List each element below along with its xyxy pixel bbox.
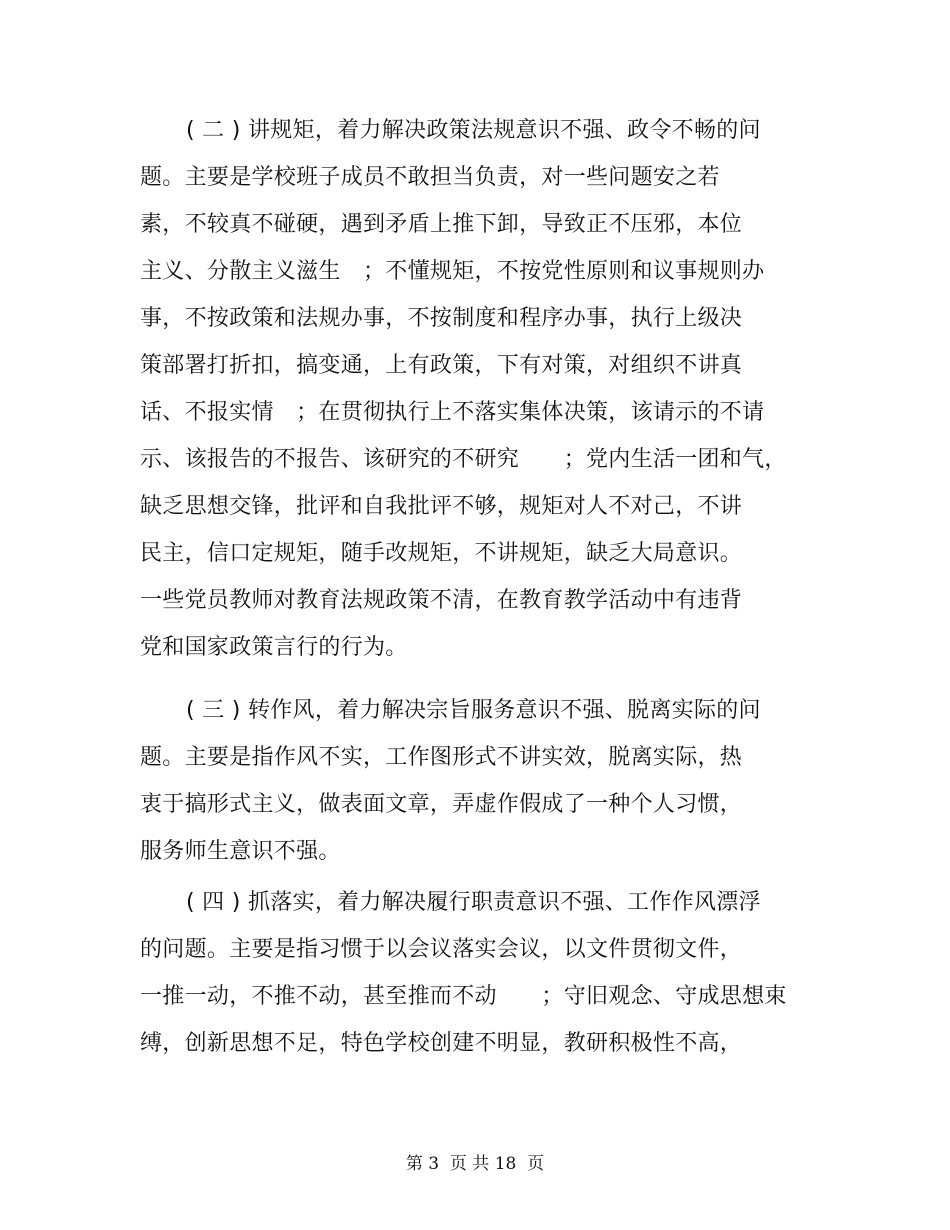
- paragraph-line: ( 二 ) 讲规矩，着力解决政策法规意识不强、政令不畅的问: [186, 118, 761, 143]
- paragraph-line: ( 三 ) 转作风，着力解决宗旨服务意识不强、脱离实际的问: [186, 698, 761, 723]
- paragraph-line: 一推一动，不推不动，甚至推而不动 ；守旧观念、守成思想束: [140, 984, 787, 1009]
- paragraph-line: 题。主要是指作风不实，工作图形式不讲实效，脱离实际，热: [140, 745, 743, 770]
- paragraph-line: 话、不报实情 ；在贯彻执行上不落实集体决策，该请示的不请: [140, 400, 765, 425]
- paragraph-line: 党和国家政策言行的行为。: [140, 635, 408, 660]
- paragraph-line: 缺乏思想交锋，批评和自我批评不够，规矩对人不对己，不讲: [140, 494, 743, 519]
- paragraph-line: 主义、分散主义滋生 ；不懂规矩，不按党性原则和议事规则办: [140, 259, 765, 284]
- paragraph-line: 素，不较真不碰硬，遇到矛盾上推下卸，导致正不压邪，本位: [140, 212, 743, 237]
- paragraph-line: 的问题。主要是指习惯于以会议落实会议，以文件贯彻文件，: [140, 937, 743, 962]
- paragraph-line: ( 四 ) 抓落实，着力解决履行职责意识不强、工作作风漂浮: [186, 890, 761, 915]
- paragraph-line: 缚，创新思想不足，特色学校创建不明显，教研积极性不高，: [140, 1031, 743, 1056]
- paragraph-line: 题。主要是学校班子成员不敢担当负责，对一些问题安之若: [140, 165, 720, 190]
- page-number-footer: 第 3 页 共 18 页: [405, 1154, 545, 1174]
- paragraph-line: 民主，信口定规矩，随手改规矩，不讲规矩，缺乏大局意识。: [140, 541, 743, 566]
- paragraph-line: 一些党员教师对教育法规政策不清，在教育教学活动中有违背: [140, 588, 743, 613]
- paragraph-line: 策部署打折扣，搞变通，上有政策，下有对策，对组织不讲真: [140, 353, 743, 378]
- paragraph-line: 衷于搞形式主义，做表面文章，弄虚作假成了一种个人习惯，: [140, 792, 743, 817]
- paragraph-line: 示、该报告的不报告、该研究的不研究 ；党内生活一团和气，: [140, 447, 787, 472]
- paragraph-line: 服务师生意识不强。: [140, 839, 341, 864]
- paragraph-line: 事，不按政策和法规办事，不按制度和程序办事，执行上级决: [140, 306, 743, 331]
